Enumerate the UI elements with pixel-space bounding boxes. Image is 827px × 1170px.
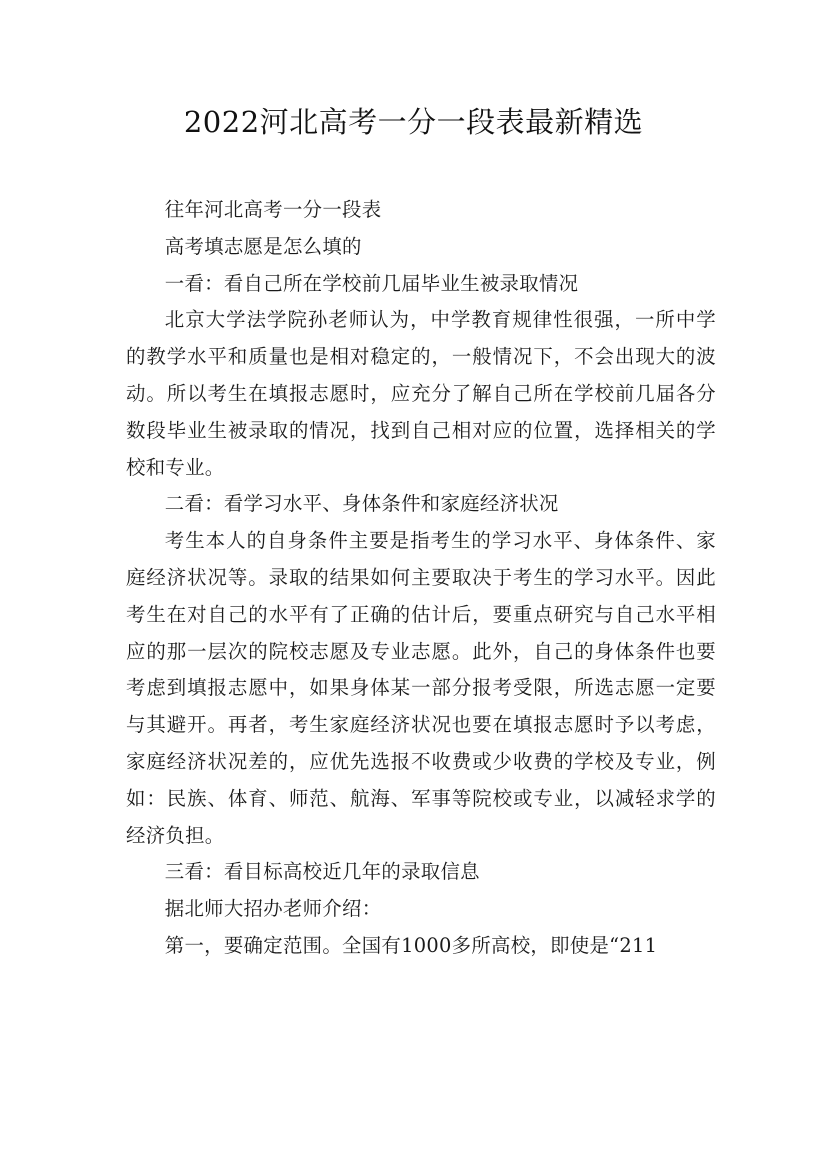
paragraph-how-to-apply: 高考填志愿是怎么填的	[164, 234, 362, 258]
paragraph-past-score-table: 往年河北高考一分一段表	[164, 198, 382, 221]
paragraph-heading-first-look: 一看：看自己所在学校前几届毕业生被录取情况	[164, 271, 579, 295]
paragraph-personal-conditions: 考生本人的自身条件主要是指考生的学习水平、身体条件、家庭经济状况等。录取的结果如何主要取决于考生的学习水平。因此考生在对自己的水平有了正确的估计后，要重点研究与自己水平相应的那一层次的院校志愿及专业志愿。此外，自己的身体条件也要考虑到填报志愿中，如果身体某一部分报考受限，所选志愿一定要与其避开。再者，考生家庭经济状况也要在填报志愿时予以考虑，家庭经济状况差的，应优先选报不收费或少收费的学校及专业，例如：民族、体育、师范、航海、军事等院校或专业，以减轻求学的经济负担。	[126, 529, 716, 847]
paragraph-heading-third-look: 三看：看目标高校近几年的录取信息	[164, 860, 480, 884]
document-body	[126, 192, 716, 965]
paragraph-bnu-intro: 据北师大招办老师介绍：	[164, 897, 382, 921]
document-title: 2022河北高考一分一段表最新精选	[183, 105, 644, 139]
paragraph-determine-scope: 第一，要确定范围。全国有1000多所高校，即使是“211	[164, 933, 658, 957]
paragraph-teacher-sun-advice: 北京大学法学院孙老师认为，中学教育规律性很强，一所中学的教学水平和质量也是相对稳定的，一般情况下，不会出现大的波动。所以考生在填报志愿时，应充分了解自己所在学校前几届各分数段毕业生被录取的情况，找到自己相对应的位置，选择相关的学校和专业。	[126, 308, 716, 479]
paragraph-heading-second-look: 二看：看学习水平、身体条件和家庭经济状况	[164, 492, 559, 516]
